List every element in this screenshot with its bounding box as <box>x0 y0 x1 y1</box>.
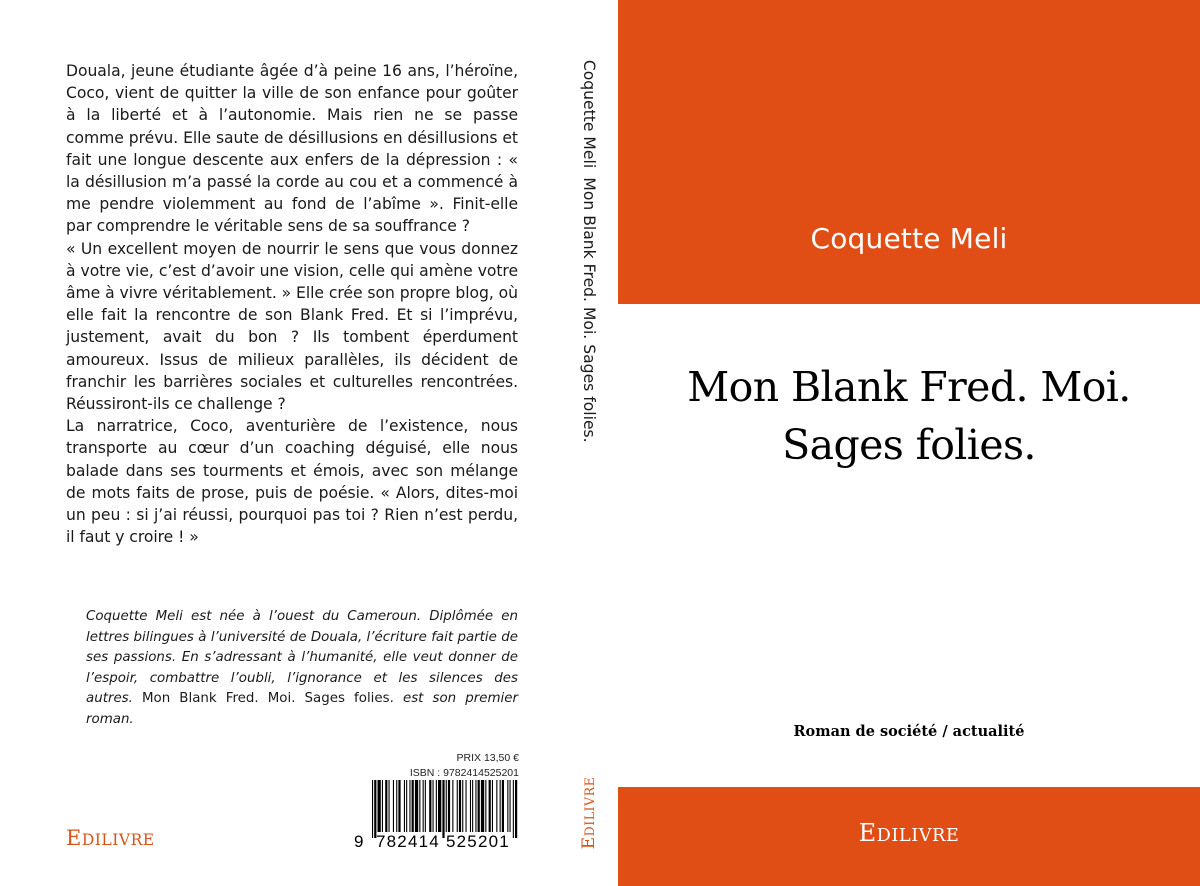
barcode-digit-group-2: 525201 <box>446 832 510 851</box>
barcode-bar <box>452 780 453 832</box>
barcode-bar <box>502 780 504 832</box>
barcode-bar <box>385 780 387 832</box>
barcode-bar <box>404 780 405 832</box>
spine-author-text: Coquette Meli <box>580 59 598 169</box>
spine-author <box>560 58 618 170</box>
logo-rest: DILIVRE <box>582 776 597 837</box>
barcode-bar <box>442 780 444 838</box>
barcode-bar <box>478 780 480 832</box>
isbn-label: ISBN : 9782414525201 <box>409 767 519 779</box>
logo-initial: E <box>66 826 82 850</box>
barcode-bar <box>492 780 493 832</box>
barcode-bar <box>382 780 383 832</box>
barcode-bar <box>457 780 458 832</box>
barcode-bar <box>419 780 420 832</box>
barcode-bar <box>406 780 407 832</box>
price-label: PRIX 13,50 € <box>456 752 519 764</box>
barcode-bar <box>515 780 517 838</box>
barcode-bar <box>423 780 424 832</box>
front-cover <box>618 0 1200 886</box>
bottom-color-band <box>618 787 1200 886</box>
logo-initial: E <box>579 836 599 850</box>
book-title <box>618 358 1200 474</box>
author-bio-book-title: Mon Blank Fred. Moi. Sages folies. <box>142 691 394 707</box>
book-title-line-1: Mon Blank Fred. Moi. <box>687 363 1131 411</box>
barcode-bars <box>352 780 520 838</box>
synopsis-paragraph-3: La narratrice, Coco, aventurière de l’existence, nous transporte au cœur d’un coaching déguisé, elle nous balade dans ses tourments et émois, avec son mélange de mots faits de prose, puis de poésie. « Alors, dites-moi un peu : si j’ai réussi, pourquoi pas toi ? Rien n’est perdu, il faut y croire ! » <box>66 417 518 547</box>
publisher-logo-spine <box>560 770 618 856</box>
barcode-bar <box>374 780 376 838</box>
logo-rest: DILIVRE <box>81 831 155 849</box>
top-color-band <box>618 0 1200 304</box>
barcode-digit-group-1: 782414 <box>376 832 440 851</box>
barcode-bar <box>378 780 381 832</box>
author-bio <box>86 607 518 731</box>
barcode-bar <box>438 780 441 832</box>
barcode-bar <box>462 780 463 832</box>
barcode-bar <box>372 780 373 838</box>
back-cover <box>0 0 560 886</box>
barcode-bar <box>485 780 486 832</box>
book-title-line-2: Sages folies. <box>782 421 1036 469</box>
barcode-bar <box>481 780 484 832</box>
barcode-bar <box>412 780 414 832</box>
spine-title <box>560 177 618 443</box>
synopsis <box>66 60 518 548</box>
barcode-bar <box>389 780 390 832</box>
synopsis-paragraph-1: Douala, jeune étudiante âgée d’à peine 16 ans, l’héroïne, Coco, vient de quitter la ville de son enfance pour goûter à la liberté et à l’autonomie. Mais rien ne se passe comme prévu. Elle saute de désillusions en désillusions et fait une longue descente aux enfers de la dépression : « la désillusion m’a passé la corde au cou et a commencé à me pendre violemment au fond de l’abîme ». Finit-elle par comprendre le véritable sens de sa souffrance ? <box>66 62 518 236</box>
spine <box>560 0 618 886</box>
publisher-logo-back <box>66 826 155 850</box>
barcode-bar <box>500 780 501 832</box>
barcode-bar <box>446 780 447 832</box>
front-author-name: Coquette Meli <box>810 222 1008 255</box>
barcode-bar <box>466 780 467 832</box>
barcode-bar <box>393 780 394 832</box>
barcode-bar <box>398 780 400 832</box>
barcode-bar <box>448 780 450 832</box>
logo-initial: E <box>858 819 877 847</box>
barcode-bar <box>496 780 497 832</box>
author-bio-end: est son premier roman. <box>86 691 518 727</box>
barcode <box>352 780 520 854</box>
barcode-bar <box>489 780 491 832</box>
barcode-bar <box>436 780 437 832</box>
barcode-bar <box>429 780 431 832</box>
barcode-bar <box>415 780 418 832</box>
barcode-bar <box>510 780 511 832</box>
barcode-bar <box>475 780 476 832</box>
logo-rest: DILIVRE <box>876 826 960 846</box>
barcode-bar <box>470 780 471 832</box>
barcode-bar <box>409 780 410 832</box>
spine-title-text: Mon Blank Fred. Moi. Sages folies. <box>580 177 598 443</box>
barcode-bar <box>425 780 426 832</box>
publisher-logo-front <box>618 819 1200 847</box>
barcode-bar <box>396 780 397 832</box>
barcode-digit-prefix: 9 <box>354 832 365 851</box>
author-bio-text: Coquette Meli est née à l’ouest du Cameroun. Diplômée en lettres bilingues à l’université de Douala, l’écriture fait partie de ses passions. En s’adressant à l’humanité, elle veut donner de l’espoir, combattre l’oubli, l’ignorance et les silences des autres. <box>86 609 518 707</box>
genre-label: Roman de société / actualité <box>793 723 1025 740</box>
barcode-bar <box>472 780 473 832</box>
barcode-digits <box>352 832 520 854</box>
barcode-bar <box>459 780 461 832</box>
barcode-bar <box>433 780 434 832</box>
barcode-bar <box>513 780 514 838</box>
barcode-bar <box>507 780 508 832</box>
synopsis-paragraph-2: « Un excellent moyen de nourrir le sens que vous donnez à votre vie, c’est d’avoir une vision, celle qui amène votre âme à vivre véritablement. » Elle crée son propre blog, où elle fait la rencontre de son Blank Fred. Et si l’imprévu, justement, avait du bon ? Ils tombent éperdument amoureux. Issus de milieux parallèles, ils décident de franchir les barrières sociales et culturelles rencontrées. Réussiront-ils ce challenge ? <box>66 239 518 414</box>
